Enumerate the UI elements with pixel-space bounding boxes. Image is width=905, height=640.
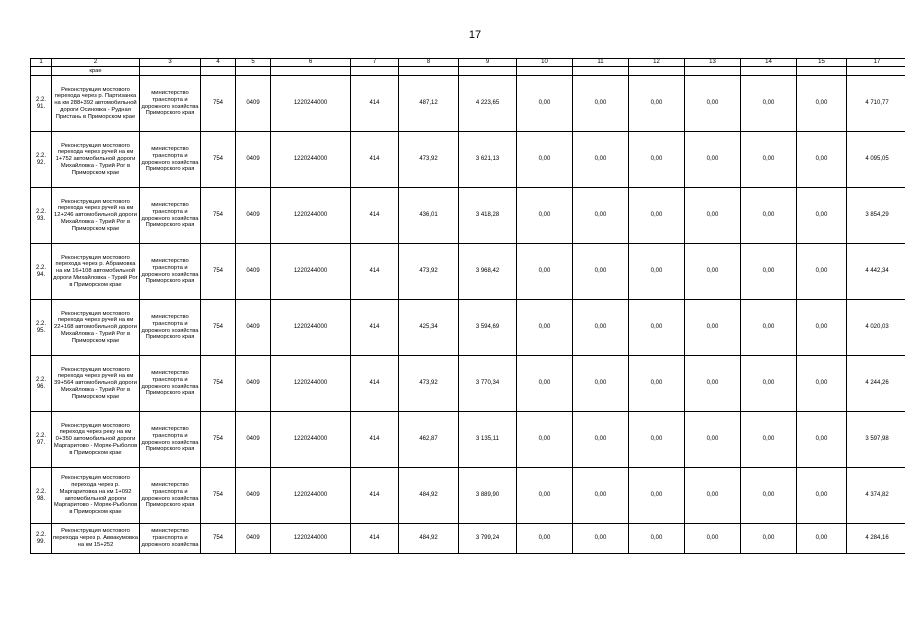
cell-col8: 473,92 [399, 356, 459, 412]
cell-col11: 0,00 [573, 132, 629, 188]
cell-col13: 0,00 [685, 412, 741, 468]
cell-col12: 0,00 [629, 76, 685, 132]
cell-col5: 0409 [236, 412, 271, 468]
row-number: 2.2. 93. [31, 188, 52, 244]
cell-col11: 0,00 [573, 468, 629, 524]
project-name: Реконструкция мостового перехода через р. Абрамовка на км 16+108 автомобильной дороги Михайловка - Турий Рог в Приморском крае [52, 244, 140, 300]
column-header: 7 [351, 59, 399, 67]
cell-col6: 1220244000 [271, 468, 351, 524]
cell-col4: 754 [201, 468, 236, 524]
organization: министерство транспорта и дорожного хозяйства Приморского края [140, 188, 201, 244]
cell-col12: 0,00 [629, 412, 685, 468]
column-header: 3 [140, 59, 201, 67]
row-number: 2.2. 99. [31, 524, 52, 554]
cell-col7: 414 [351, 524, 399, 554]
cell-col6: 1220244000 [271, 356, 351, 412]
cell-col9: 3 594,69 [459, 300, 517, 356]
cell-col9: 3 968,42 [459, 244, 517, 300]
cell-col5: 0409 [236, 524, 271, 554]
cell-col15: 0,00 [797, 300, 847, 356]
cell-col7: 414 [351, 412, 399, 468]
cell-col15: 0,00 [797, 188, 847, 244]
cell-col5: 0409 [236, 468, 271, 524]
cell-col12: 0,00 [629, 524, 685, 554]
cell-col17: 3 597,98 [847, 412, 905, 468]
cell-col5: 0409 [236, 132, 271, 188]
cell-col10: 0,00 [517, 132, 573, 188]
table-row [31, 356, 905, 412]
cell-col17: 4 374,82 [847, 468, 905, 524]
cell-col7: 414 [351, 300, 399, 356]
organization: министерство транспорта и дорожного хозяйства Приморского края [140, 412, 201, 468]
cell-col14: 0,00 [741, 468, 797, 524]
project-name: Реконструкция мостового перехода через р. Партизанка на км 288+392 автомобильной дороги Осиновка - Рудная Пристань в Приморском крае [52, 76, 140, 132]
cell-col5: 0409 [236, 76, 271, 132]
cell-col6: 1220244000 [271, 524, 351, 554]
column-header: 8 [399, 59, 459, 67]
cell-col13: 0,00 [685, 244, 741, 300]
cell-col10: 0,00 [517, 356, 573, 412]
row-number: 2.2. 91. [31, 76, 52, 132]
continuation-row [31, 67, 905, 76]
cell-col14: 0,00 [741, 524, 797, 554]
cell-col11: 0,00 [573, 300, 629, 356]
continuation-text: крае [52, 67, 140, 76]
cell-col9: 3 799,24 [459, 524, 517, 554]
cell-col15: 0,00 [797, 412, 847, 468]
cell-col14: 0,00 [741, 244, 797, 300]
project-name: Реконструкция мостового перехода через ручей на км 39+564 автомобильной дороги Михайловка - Турий Рог в Приморском крае [52, 356, 140, 412]
column-header: 4 [201, 59, 236, 67]
cell-col15: 0,00 [797, 76, 847, 132]
cell-col6: 1220244000 [271, 244, 351, 300]
cell-col11: 0,00 [573, 524, 629, 554]
cell-col7: 414 [351, 76, 399, 132]
column-header: 10 [517, 59, 573, 67]
cell-col13: 0,00 [685, 300, 741, 356]
budget-table [30, 58, 905, 554]
cell-col7: 414 [351, 188, 399, 244]
project-name: Реконструкция мостового перехода через р. Маргаритовка на км 1+092 автомобильной дороги Маргаритово - Моряк-Рыболов в Приморском крае [52, 468, 140, 524]
table-row [31, 132, 905, 188]
organization: министерство транспорта и дорожного хозяйства Приморского края [140, 132, 201, 188]
project-name: Реконструкция мостового перехода через реку на км 0+350 автомобильной дороги Маргаритово - Моряк-Рыболов в Приморском крае [52, 412, 140, 468]
project-name: Реконструкция мостового перехода через ручей на км 12+246 автомобильной дороги Михайловка - Турий Рог в Приморском крае [52, 188, 140, 244]
column-header: 9 [459, 59, 517, 67]
cell-col5: 0409 [236, 356, 271, 412]
column-header: 13 [685, 59, 741, 67]
column-header: 15 [797, 59, 847, 67]
cell-col11: 0,00 [573, 244, 629, 300]
cell-col4: 754 [201, 76, 236, 132]
cell-col9: 3 621,13 [459, 132, 517, 188]
cell-col10: 0,00 [517, 188, 573, 244]
cell-col13: 0,00 [685, 76, 741, 132]
cell-col11: 0,00 [573, 76, 629, 132]
cell-col6: 1220244000 [271, 76, 351, 132]
cell-col9: 3 418,28 [459, 188, 517, 244]
row-number: 2.2. 94. [31, 244, 52, 300]
cell-col4: 754 [201, 524, 236, 554]
organization: министерство транспорта и дорожного хозяйства [140, 524, 201, 554]
cell-col9: 3 135,11 [459, 412, 517, 468]
column-header: 14 [741, 59, 797, 67]
cell-col11: 0,00 [573, 412, 629, 468]
column-header: 5 [236, 59, 271, 67]
page-number: 17 [468, 29, 482, 41]
cell-col11: 0,00 [573, 356, 629, 412]
organization: министерство транспорта и дорожного хозяйства Приморского края [140, 356, 201, 412]
table-row [31, 300, 905, 356]
cell-col14: 0,00 [741, 356, 797, 412]
organization: министерство транспорта и дорожного хозяйства Приморского края [140, 300, 201, 356]
cell-col4: 754 [201, 188, 236, 244]
cell-col13: 0,00 [685, 132, 741, 188]
column-header: 11 [573, 59, 629, 67]
cell-col11: 0,00 [573, 188, 629, 244]
cell-col8: 436,01 [399, 188, 459, 244]
column-header: 2 [52, 59, 140, 67]
cell-col7: 414 [351, 468, 399, 524]
column-header: 1 [31, 59, 52, 67]
cell-col4: 754 [201, 244, 236, 300]
cell-col7: 414 [351, 356, 399, 412]
cell-col15: 0,00 [797, 468, 847, 524]
cell-col9: 3 770,34 [459, 356, 517, 412]
cell-col14: 0,00 [741, 300, 797, 356]
cell-col10: 0,00 [517, 300, 573, 356]
cell-col8: 473,92 [399, 132, 459, 188]
cell-col17: 4 710,77 [847, 76, 905, 132]
organization: министерство транспорта и дорожного хозяйства Приморского края [140, 244, 201, 300]
cell-col15: 0,00 [797, 244, 847, 300]
cell-col17: 4 442,34 [847, 244, 905, 300]
cell-col17: 4 244,26 [847, 356, 905, 412]
cell-col9: 4 223,65 [459, 76, 517, 132]
cell-col6: 1220244000 [271, 132, 351, 188]
cell-col7: 414 [351, 132, 399, 188]
cell-col12: 0,00 [629, 244, 685, 300]
cell-col5: 0409 [236, 188, 271, 244]
cell-col13: 0,00 [685, 356, 741, 412]
cell-col4: 754 [201, 356, 236, 412]
table-row [31, 76, 905, 132]
project-name: Реконструкция мостового перехода через ручей на км 1+752 автомобильной дороги Михайловка - Турий Рог в Приморском крае [52, 132, 140, 188]
cell-col14: 0,00 [741, 412, 797, 468]
organization: министерство транспорта и дорожного хозяйства Приморского края [140, 76, 201, 132]
cell-col14: 0,00 [741, 132, 797, 188]
cell-col12: 0,00 [629, 188, 685, 244]
cell-col13: 0,00 [685, 188, 741, 244]
column-header: 17 [847, 59, 905, 67]
cell-col10: 0,00 [517, 524, 573, 554]
column-header: 6 [271, 59, 351, 67]
cell-col7: 414 [351, 244, 399, 300]
cell-col8: 487,12 [399, 76, 459, 132]
cell-col13: 0,00 [685, 468, 741, 524]
cell-col14: 0,00 [741, 188, 797, 244]
cell-col15: 0,00 [797, 132, 847, 188]
cell-col6: 1220244000 [271, 300, 351, 356]
cell-col17: 4 095,05 [847, 132, 905, 188]
cell-col8: 462,87 [399, 412, 459, 468]
row-number: 2.2. 95. [31, 300, 52, 356]
table-row [31, 244, 905, 300]
cell-col8: 484,92 [399, 468, 459, 524]
cell-col8: 473,92 [399, 244, 459, 300]
project-name: Реконструкция мостового перехода через р. Аввакумовка на км 15+252 [52, 524, 140, 554]
cell-col12: 0,00 [629, 300, 685, 356]
cell-col10: 0,00 [517, 468, 573, 524]
column-header: 12 [629, 59, 685, 67]
cell-col6: 1220244000 [271, 188, 351, 244]
cell-col12: 0,00 [629, 356, 685, 412]
cell-col15: 0,00 [797, 524, 847, 554]
row-number: 2.2. 98. [31, 468, 52, 524]
cell-col15: 0,00 [797, 356, 847, 412]
row-number: 2.2. 96. [31, 356, 52, 412]
cell-col4: 754 [201, 300, 236, 356]
cell-col10: 0,00 [517, 412, 573, 468]
cell-col10: 0,00 [517, 244, 573, 300]
cell-col5: 0409 [236, 244, 271, 300]
cell-col8: 425,34 [399, 300, 459, 356]
table-row [31, 188, 905, 244]
table-row [31, 412, 905, 468]
cell-col9: 3 889,90 [459, 468, 517, 524]
cell-col10: 0,00 [517, 76, 573, 132]
cell-col13: 0,00 [685, 524, 741, 554]
cell-col14: 0,00 [741, 76, 797, 132]
table-row [31, 468, 905, 524]
column-number-row [31, 59, 905, 67]
cell-col6: 1220244000 [271, 412, 351, 468]
row-number: 2.2. 92. [31, 132, 52, 188]
table-row [31, 524, 905, 554]
cell-col4: 754 [201, 132, 236, 188]
project-name: Реконструкция мостового перехода через ручей на км 22+168 автомобильной дороги Михайловка - Турий Рог в Приморском крае [52, 300, 140, 356]
cell-col8: 484,92 [399, 524, 459, 554]
row-number: 2.2. 97. [31, 412, 52, 468]
cell-col12: 0,00 [629, 468, 685, 524]
cell-col17: 4 284,16 [847, 524, 905, 554]
organization: министерство транспорта и дорожного хозяйства Приморского края [140, 468, 201, 524]
cell-col17: 4 020,03 [847, 300, 905, 356]
cell-col12: 0,00 [629, 132, 685, 188]
cell-col4: 754 [201, 412, 236, 468]
cell-col17: 3 854,29 [847, 188, 905, 244]
cell-col5: 0409 [236, 300, 271, 356]
